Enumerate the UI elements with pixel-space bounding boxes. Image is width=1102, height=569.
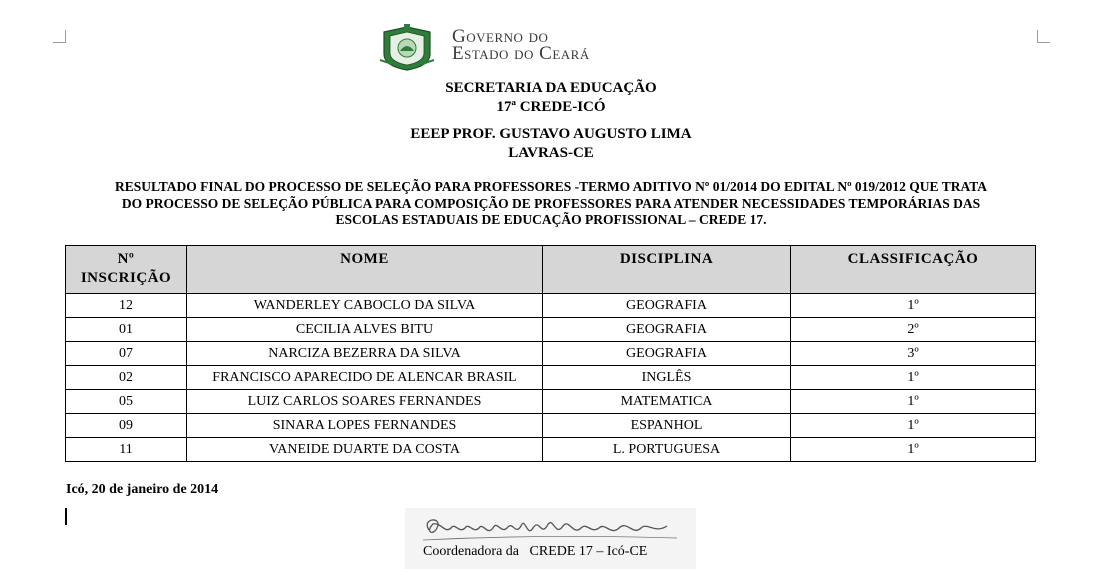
cell-inscricao: 12 — [66, 294, 187, 318]
crede-heading: 17ª CREDE-ICÓ — [496, 99, 606, 115]
table-row — [66, 390, 1036, 414]
cell-inscricao: 07 — [66, 342, 187, 366]
cell-nome: VANEIDE DUARTE DA COSTA — [187, 438, 543, 462]
cell-disciplina: ESPANHOL — [543, 414, 791, 438]
resultado-line-1: RESULTADO FINAL DO PROCESSO DE SELEÇÃO PARA PROFESSORES -TERMO ADITIVO Nº 01/2014 DO EDITAL Nº 019/2012 QUE TRATA — [115, 179, 987, 194]
signature-icon — [415, 510, 685, 546]
cell-disciplina: GEOGRAFIA — [543, 342, 791, 366]
cell-nome: FRANCISCO APARECIDO DE ALENCAR BRASIL — [187, 366, 543, 390]
table-header-row — [66, 246, 1036, 294]
document-date: Icó, 20 de janeiro de 2014 — [66, 482, 219, 497]
cell-classificacao: 1º — [791, 414, 1036, 438]
cell-inscricao: 01 — [66, 318, 187, 342]
cell-classificacao: 1º — [791, 294, 1036, 318]
secretaria-heading: SECRETARIA DA EDUCAÇÃO — [445, 80, 657, 96]
resultado-line-3: ESCOLAS ESTADUAIS DE EDUCAÇÃO PROFISSIONAL – CREDE 17. — [335, 212, 767, 227]
cell-classificacao: 2º — [791, 318, 1036, 342]
cell-nome: SINARA LOPES FERNANDES — [187, 414, 543, 438]
cell-classificacao: 1º — [791, 390, 1036, 414]
resultado-title — [70, 179, 1032, 229]
cell-nome: NARCIZA BEZERRA DA SILVA — [187, 342, 543, 366]
cell-disciplina: MATEMATICA — [543, 390, 791, 414]
header-inscricao — [66, 246, 187, 294]
signature-block — [405, 508, 696, 569]
table-row — [66, 342, 1036, 366]
government-title — [452, 28, 590, 62]
cell-nome: CECILIA ALVES BITU — [187, 318, 543, 342]
table-row — [66, 366, 1036, 390]
header-inscricao-line-2: INSCRIÇÃO — [80, 270, 172, 286]
cell-inscricao: 02 — [66, 366, 187, 390]
cell-disciplina: L. PORTUGUESA — [543, 438, 791, 462]
header-disciplina: DISCIPLINA — [543, 246, 791, 294]
city-heading: LAVRAS-CE — [508, 145, 594, 161]
gov-line-1: Governo do — [452, 26, 549, 47]
text-cursor-icon[interactable] — [65, 508, 67, 525]
table-row — [66, 318, 1036, 342]
cell-inscricao: 11 — [66, 438, 187, 462]
cell-inscricao: 05 — [66, 390, 187, 414]
results-table — [65, 245, 1036, 462]
cell-classificacao: 1º — [791, 366, 1036, 390]
cell-inscricao: 09 — [66, 414, 187, 438]
cell-classificacao: 3º — [791, 342, 1036, 366]
state-seal-icon — [378, 24, 436, 72]
cell-disciplina: GEOGRAFIA — [543, 318, 791, 342]
cell-disciplina: INGLÊS — [543, 366, 791, 390]
document-header — [0, 22, 1102, 72]
cell-classificacao: 1º — [791, 438, 1036, 462]
header-nome: NOME — [187, 246, 543, 294]
signature-caption: Coordenadora da CREDE 17 – Icó-CE — [423, 544, 648, 559]
header-inscricao-line-1: Nº — [117, 251, 135, 267]
cell-nome: WANDERLEY CABOCLO DA SILVA — [187, 294, 543, 318]
table-row — [66, 414, 1036, 438]
resultado-line-2: DO PROCESSO DE SELEÇÃO PÚBLICA PARA COMPOSIÇÃO DE PROFESSORES PARA ATENDER NECESSIDADES TEMPORÁRIAS DAS — [121, 195, 981, 211]
table-row — [66, 294, 1036, 318]
header-classificacao: CLASSIFICAÇÃO — [791, 246, 1036, 294]
school-heading: EEEP PROF. GUSTAVO AUGUSTO LIMA — [410, 126, 692, 142]
table-row — [66, 438, 1036, 462]
cell-nome: LUIZ CARLOS SOARES FERNANDES — [187, 390, 543, 414]
cell-disciplina: GEOGRAFIA — [543, 294, 791, 318]
gov-line-2: Estado do Ceará — [452, 43, 590, 64]
